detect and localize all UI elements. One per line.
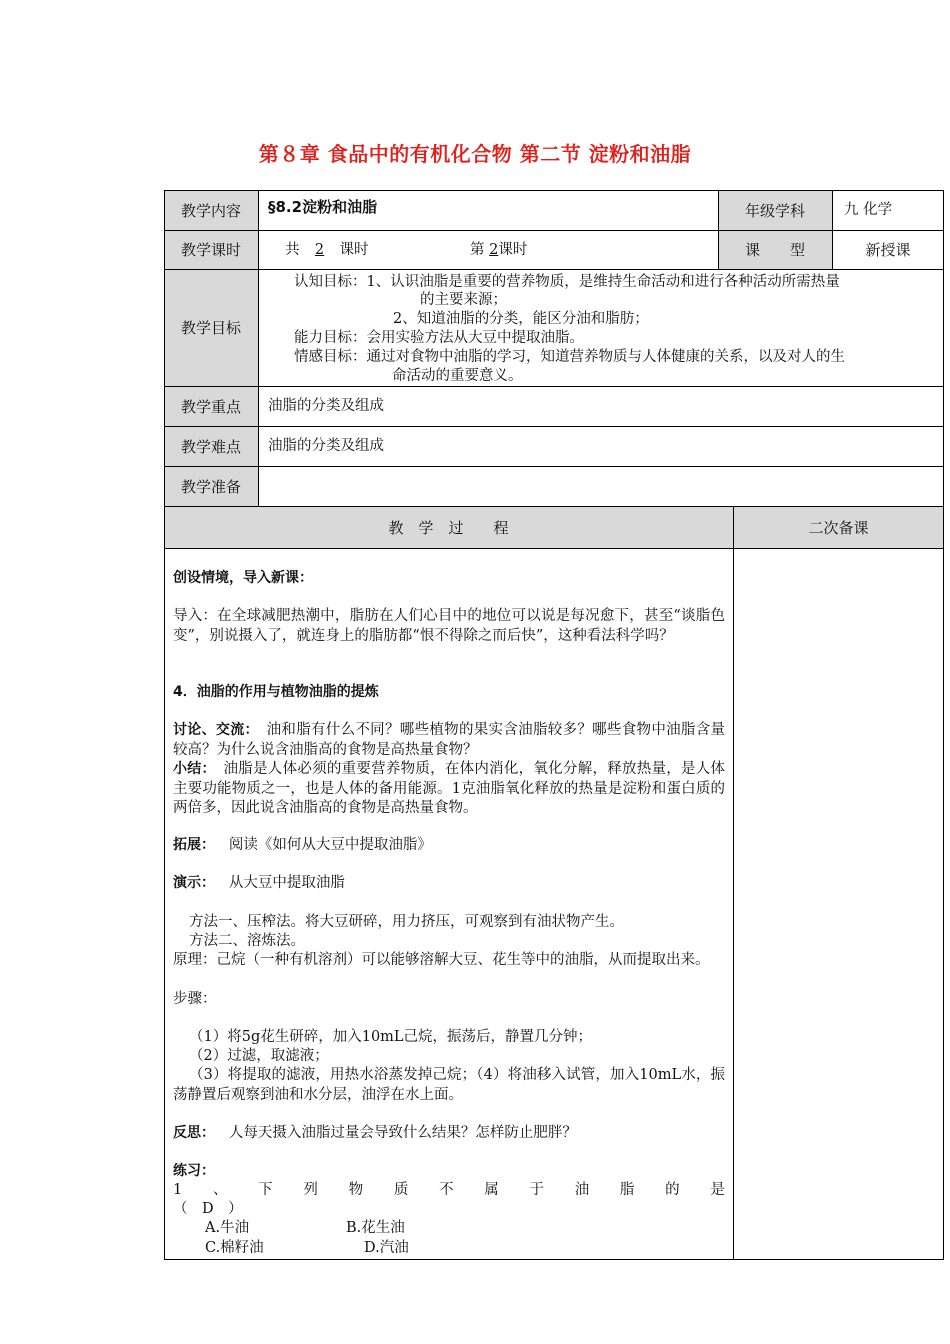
goal-line: 认知目标：1、认识油脂是重要的营养物质，是维持生命活动和进行各种活动所需热量 bbox=[294, 274, 840, 290]
extend-text: 阅读《如何从大豆中提取油脂》 bbox=[228, 837, 432, 853]
type-label: 课 型 bbox=[744, 241, 805, 259]
reflect-line bbox=[173, 1124, 577, 1143]
hours-total bbox=[285, 241, 369, 260]
process-header: 教 学 过 程 bbox=[388, 518, 509, 537]
content-label: 教学内容 bbox=[180, 201, 241, 220]
reflect-text: 人每天摄入油脂过量会导致什么结果？怎样防止肥胖？ bbox=[228, 1125, 577, 1141]
intro-text: 导入：在全球减肥热潮中，脂肪在人们心目中的地位可以说是每况愈下，甚至“谈脂色变”，别说摄入了，就连身上的脂肪都“恨不得除之而后快”，这种看法科学吗？ bbox=[173, 608, 725, 644]
step-1: （1）将5g花生研碎，加入10mL己烷，振荡后，静置几分钟； bbox=[189, 1029, 593, 1045]
grade-value: 九 化学 bbox=[844, 202, 893, 218]
extend-line bbox=[173, 836, 432, 855]
goal-line: 命活动的重要意义。 bbox=[392, 368, 523, 384]
focus-label: 教学重点 bbox=[180, 397, 241, 416]
prep-label: 教学准备 bbox=[180, 477, 241, 496]
step-2: （2）过滤，取滤液； bbox=[189, 1048, 329, 1064]
goals-label: 教学目标 bbox=[180, 319, 241, 337]
exercise-label: 练习： bbox=[173, 1163, 215, 1179]
hours-nth bbox=[470, 241, 527, 260]
principle: 原理：己烷（一种有机溶剂）可以能够溶解大豆、花生等中的油脂，从而提取出来。 bbox=[173, 952, 710, 968]
goal-line: 的主要来源； bbox=[420, 292, 507, 308]
section-heading: 4．油脂的作用与植物油脂的提炼 bbox=[173, 684, 379, 700]
hours-total-value: 2 bbox=[314, 242, 325, 258]
goal-line: 能力目标：会用实验方法从大豆中提取油脂。 bbox=[294, 330, 584, 346]
type-value: 新授课 bbox=[865, 241, 911, 259]
question-1: 1 、 下 列 物 质 不 属 于 油 脂 的 是 bbox=[173, 1182, 725, 1198]
hours-total-suffix: 课时 bbox=[339, 242, 369, 258]
hours-total-prefix: 共 bbox=[285, 242, 300, 258]
method-1: 方法一、压榨法。将大豆研碎，用力挤压，可观察到有油状物产生。 bbox=[189, 914, 624, 930]
option-a: A.牛油 bbox=[205, 1220, 250, 1236]
summary-text: 油脂是人体必须的重要营养物质，在体内消化，氧化分解，释放热量，是人体主要功能物质之一，也是人体的备用能源。1克油脂氧化释放的热量是淀粉和蛋白质的两倍多，因此说含油脂高的食物是高热量食物。 bbox=[173, 761, 726, 816]
demo-line bbox=[173, 874, 345, 893]
discuss-paragraph bbox=[173, 721, 725, 760]
goal-line: 2、知道油脂的分类，能区分油和脂肪； bbox=[393, 311, 649, 327]
difficulty-value: 油脂的分类及组成 bbox=[268, 438, 384, 454]
difficulty-label: 教学难点 bbox=[180, 437, 241, 456]
hours-nth-prefix: 第 bbox=[470, 242, 485, 258]
option-c: C.棉籽油 bbox=[205, 1240, 264, 1256]
content-value: §8.2淀粉和油脂 bbox=[268, 198, 378, 216]
discuss-label: 讨论、交流： bbox=[173, 722, 252, 738]
summary-paragraph bbox=[173, 760, 725, 819]
question-1-answer: （ D ） bbox=[173, 1201, 243, 1217]
steps-label: 步骤： bbox=[173, 991, 217, 1007]
step-3: （3）将提取的滤液，用热水浴蒸发掉己烷；（4）将油移入试管，加入10mL水，振荡静置后观察到油和水分层，油浮在水上面。 bbox=[173, 1067, 725, 1103]
demo-label: 演示： bbox=[173, 875, 215, 891]
hours-nth-value: 2 bbox=[489, 242, 499, 258]
reflect-label: 反思： bbox=[173, 1125, 215, 1141]
method-2: 方法二、溶炼法。 bbox=[189, 933, 305, 949]
discuss-text: 油和脂有什么不同？哪些植物的果实含油脂较多？哪些食物中油脂含量较高？为什么说含油脂高的食物是高热量食物？ bbox=[173, 722, 726, 758]
page-title: 第８章 食品中的有机化合物 第二节 淀粉和油脂 bbox=[258, 142, 692, 166]
focus-value: 油脂的分类及组成 bbox=[268, 398, 384, 414]
hours-label: 教学课时 bbox=[180, 241, 241, 259]
grade-label: 年级学科 bbox=[744, 201, 805, 220]
intro-heading: 创设情境，导入新课： bbox=[173, 570, 313, 586]
demo-text: 从大豆中提取油脂 bbox=[228, 875, 345, 891]
second-prep-header: 二次备课 bbox=[808, 518, 869, 537]
extend-label: 拓展： bbox=[173, 837, 215, 853]
option-b: B.花生油 bbox=[346, 1220, 405, 1236]
goal-line: 情感目标：通过对食物中油脂的学习，知道营养物质与人体健康的关系，以及对人的生 bbox=[294, 349, 845, 365]
summary-label: 小结： bbox=[173, 761, 209, 777]
option-d: D.汽油 bbox=[364, 1240, 409, 1256]
hours-nth-suffix: 课时 bbox=[498, 242, 528, 258]
